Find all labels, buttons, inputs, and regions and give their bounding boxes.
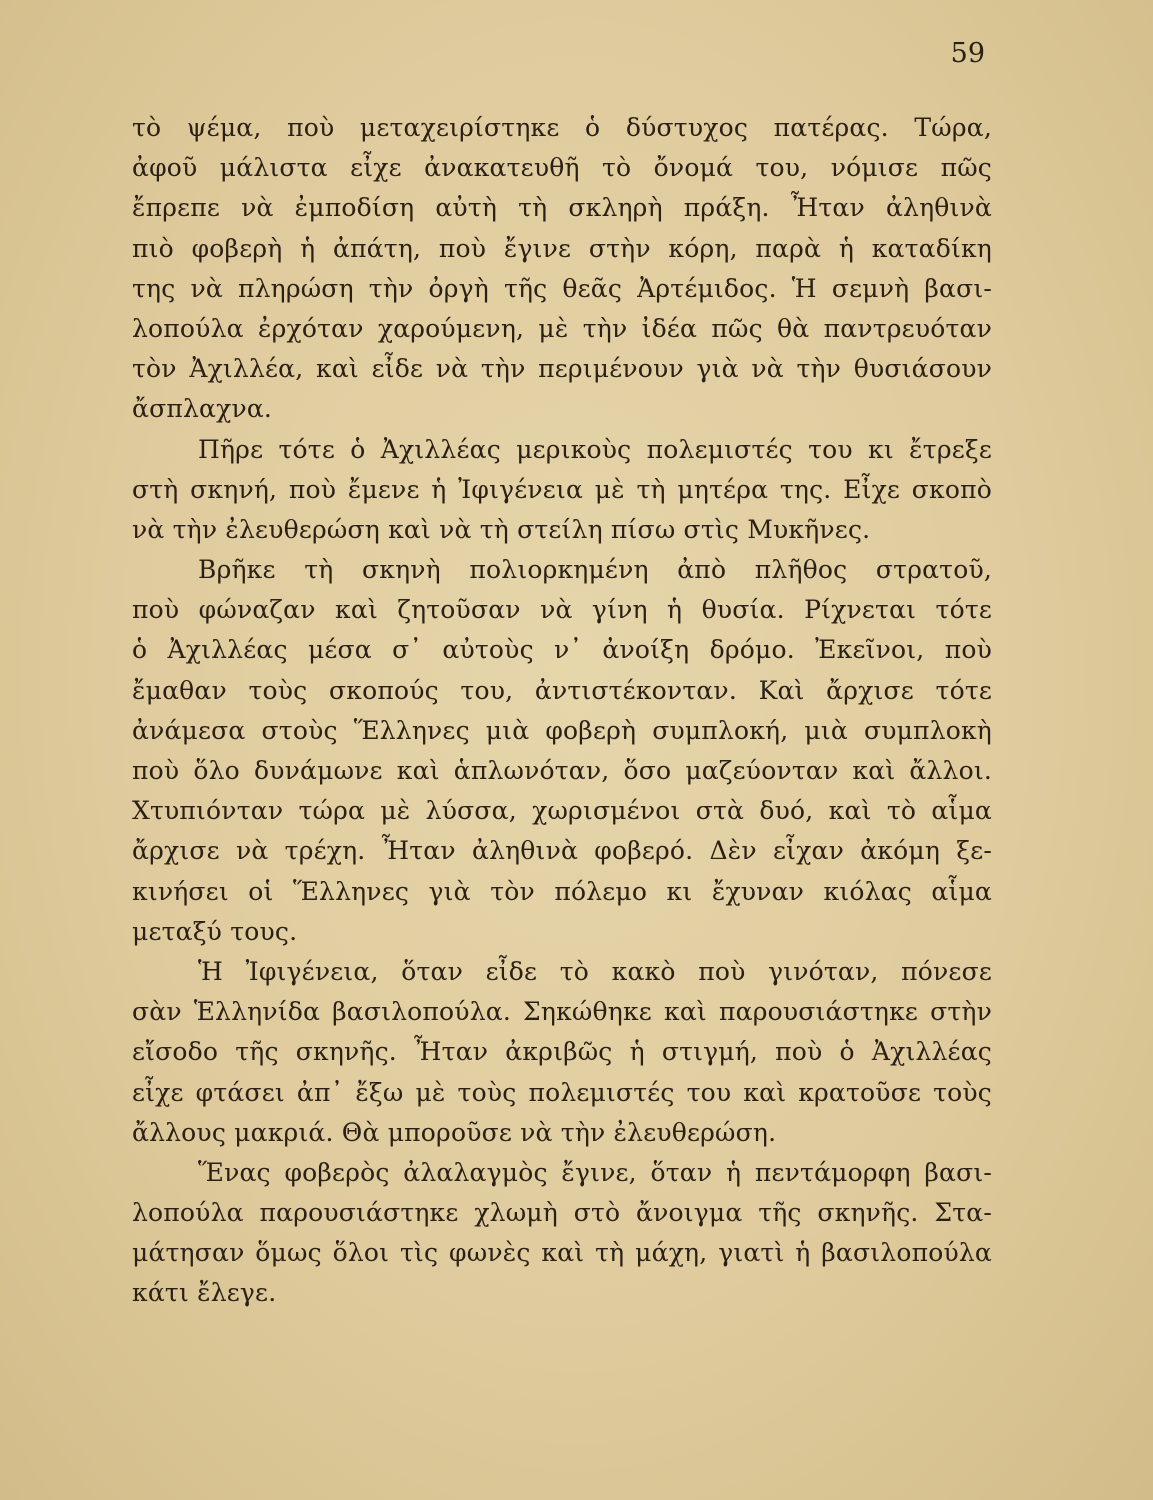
text-line: λοπούλα ἐρχόταν χαρούμενη, μὲ τὴν ἰδέα πῶς θὰ παντρευόταν xyxy=(132,313,992,343)
text-line: Ἡ Ἰφιγένεια, ὅταν εἶδε τὸ κακὸ ποὺ γινόταν, πόνεσε xyxy=(198,956,992,986)
text-line: σὰν Ἑλληνίδα βασιλοπούλα. Σηκώθηκε καὶ παρουσιάστηκε στὴν xyxy=(132,997,992,1027)
text-line: Χτυπιόνταν τώρα μὲ λύσσα, χωρισμένοι στὰ δυό, καὶ τὸ αἷμα xyxy=(132,796,992,826)
text-line: κινήσει οἱ Ἕλληνες γιὰ τὸν πόλεμο κι ἔχυναν κιόλας αἷμα xyxy=(132,876,992,906)
paragraph xyxy=(132,550,992,952)
text-line: της νὰ πληρώση τὴν ὀργὴ τῆς θεᾶς Ἀρτέμιδος. Ἡ σεμνὴ βασι- xyxy=(132,273,992,303)
text-line: νὰ τὴν ἐλευθερώση καὶ νὰ τὴ στείλη πίσω στὶς Μυκῆνες. xyxy=(132,514,871,544)
paragraph xyxy=(132,108,992,430)
text-line: μεταξύ τους. xyxy=(132,916,298,946)
text-line: ἄλλους μακριά. Θὰ μποροῦσε νὰ τὴν ἐλευθερώση. xyxy=(132,1117,777,1147)
text-line: ὁ Ἀχιλλέας μέσα σ᾽ αὐτοὺς ν᾽ ἀνοίξη δρόμο. Ἐκεῖνοι, ποὺ xyxy=(132,635,992,665)
text-line: ποὺ ὅλο δυνάμωνε καὶ ἁπλωνόταν, ὅσο μαζεύονταν καὶ ἄλλοι. xyxy=(132,756,992,785)
paragraph xyxy=(132,430,992,551)
paragraph xyxy=(132,952,992,1153)
body-text xyxy=(132,108,992,1314)
text-line: μάτησαν ὅμως ὅλοι τὶς φωνὲς καὶ τὴ μάχη, γιατὶ ἡ βασιλοπούλα xyxy=(132,1238,992,1268)
text-line: πιὸ φοβερὴ ἡ ἀπάτη, ποὺ ἔγινε στὴν κόρη, παρὰ ἡ καταδίκη xyxy=(132,233,992,263)
text-line: τὸν Ἀχιλλέα, καὶ εἶδε νὰ τὴν περιμένουν γιὰ νὰ τὴν θυσιάσουν xyxy=(132,354,992,384)
text-line: ἄσπλαχνα. xyxy=(132,394,273,424)
page-number: 59 xyxy=(950,38,985,69)
text-line: λοπούλα παρουσιάστηκε χλωμὴ στὸ ἄνοιγμα τῆς σκηνῆς. Στα- xyxy=(132,1198,992,1228)
paragraph xyxy=(132,1153,992,1314)
text-line: ποὺ φώναζαν καὶ ζητοῦσαν νὰ γίνη ἡ θυσία. Ρίχνεται τότε xyxy=(132,595,992,625)
text-line: ἀνάμεσα στοὺς Ἕλληνες μιὰ φοβερὴ συμπλοκή, μιὰ συμπλοκὴ xyxy=(132,715,992,745)
text-line: εἴσοδο τῆς σκηνῆς. Ἦταν ἀκριβῶς ἡ στιγμή, ποὺ ὁ Ἀχιλλέας xyxy=(132,1037,992,1067)
text-line: Πῆρε τότε ὁ Ἀχιλλέας μερικοὺς πολεμιστές του κι ἔτρεξε xyxy=(198,434,992,464)
text-line: τὸ ψέμα, ποὺ μεταχειρίστηκε ὁ δύστυχος πατέρας. Τώρα, xyxy=(132,113,992,142)
text-line: Βρῆκε τὴ σκηνὴ πολιορκημένη ἀπὸ πλῆθος στρατοῦ, xyxy=(198,555,992,585)
text-line: κάτι ἔλεγε. xyxy=(132,1278,277,1308)
text-line: ἔπρεπε νὰ ἐμποδίση αὐτὴ τὴ σκληρὴ πράξη. Ἦταν ἀληθινὰ xyxy=(132,193,992,223)
text-line: εἶχε φτάσει ἀπ᾽ ἔξω μὲ τοὺς πολεμιστές του καὶ κρατοῦσε τοὺς xyxy=(132,1077,992,1107)
text-line: ἄρχισε νὰ τρέχη. Ἦταν ἀληθινὰ φοβερό. Δὲν εἶχαν ἀκόμη ξε- xyxy=(132,836,992,866)
text-line: ἔμαθαν τοὺς σκοπούς του, ἀντιστέκονταν. Καὶ ἄρχισε τότε xyxy=(132,675,992,705)
text-line: ἀφοῦ μάλιστα εἶχε ἀνακατευθῆ τὸ ὄνομά του, νόμισε πῶς xyxy=(132,153,992,183)
text-line: στὴ σκηνή, ποὺ ἔμενε ἡ Ἰφιγένεια μὲ τὴ μητέρα της. Εἶχε σκοπὸ xyxy=(132,474,992,504)
text-line: Ἕνας φοβερὸς ἀλαλαγμὸς ἔγινε, ὅταν ἡ πεντάμορφη βασι- xyxy=(198,1157,992,1187)
